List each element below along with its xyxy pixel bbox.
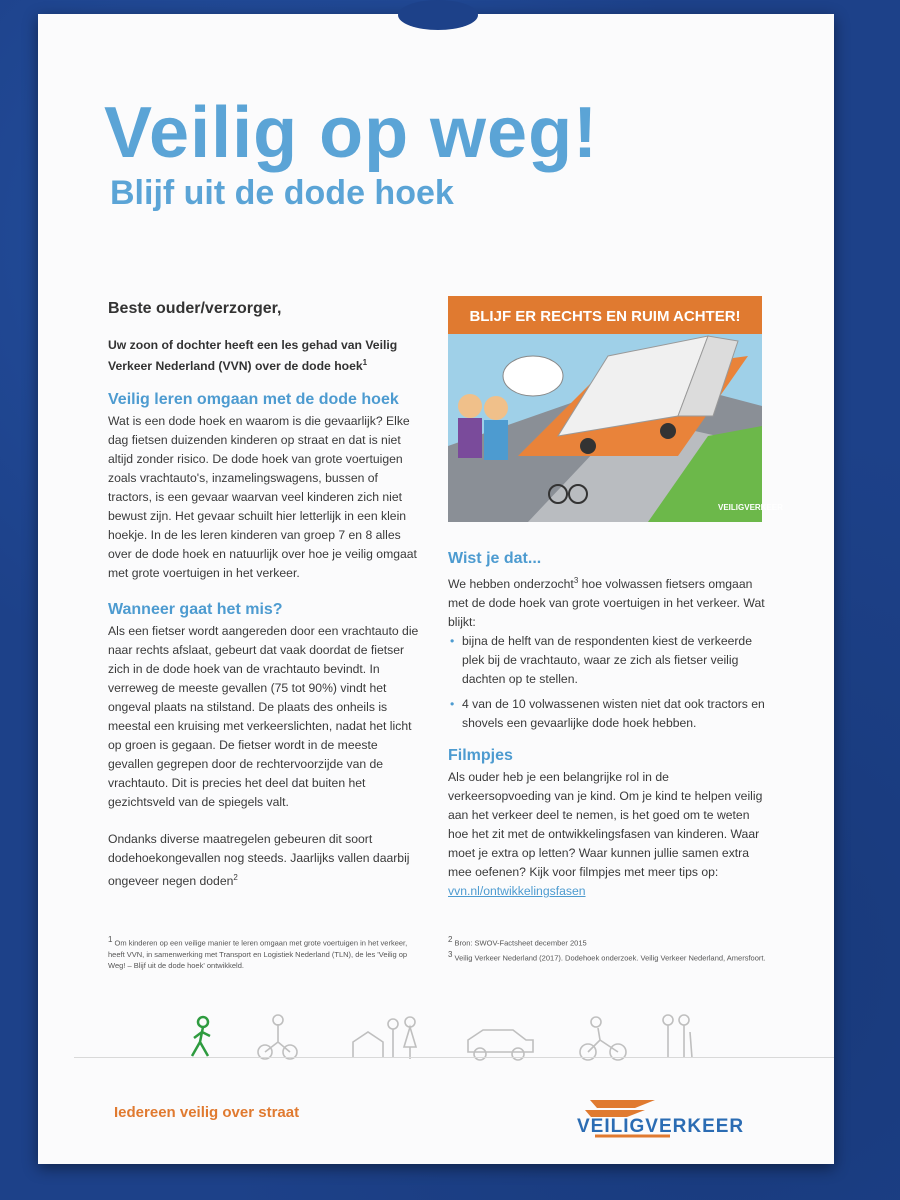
section-heading-wist-je-dat: Wist je dat...: [448, 550, 542, 567]
page-title: Veilig op weg!: [104, 93, 599, 173]
flyer-page: [38, 14, 834, 1164]
section-body-filmpjes: Als ouder heb je een belangrijke rol in de verkeersopvoeding van je kind. Om je kind te helpen veilig aan het verkeer deel te nemen, is het goed om te weten hoe het zit met de ontwikkelingsfasen van kinderen. Waar moet je extra op letten? Waar kunnen jullie samen extra mee oefenen? Kijk voor filmpjes met meer tips op:: [448, 770, 763, 880]
intro-text: Uw zoon of dochter heeft een les gehad van Veilig Verkeer Nederland (VVN) over de dode hoek$^1$: [108, 338, 398, 374]
pedestrian-icon: [192, 1017, 210, 1056]
cyclist-icon: [580, 1017, 626, 1060]
footnote-1: $^1$ Om kinderen op een veilige manier te leren omgaan met grote voertuigen in het verkeer, heeft VVN, in samenwerking met Transport en Logistiek Nederland (TLN), de les 'Veilig op Weg! – Blijf uit de dode hoek' ontwikkeld.: [108, 935, 408, 970]
section-body-veilig-leren: Wat is een dode hoek en waarom is die gevaarlijk? Elke dag fietsen duizenden kinderen op straat en dat is niet altijd zonder risico. De dode hoek van grote voertuigen zoals vrachtauto's, inzamelingswagens, bussen of tractors, is een gevaar waarvan veel kinderen zich niet bewust zijn. Het gevaar schuilt hier letterlijk in een klein hoekje. In de les leren kinderen van groep 7 en 8 alles over de dode hoek en natuurlijk over hoe je veilig omgaat met grote voertuigen in het verkeer.: [108, 414, 417, 581]
section-intro-wist-je-dat: We hebben onderzocht$^3$ hoe volwassen fietsers omgaan met de dode hoek van grote voertuigen in het verkeer. Wat blijkt:: [448, 576, 765, 630]
elderly-couple-icon: [663, 1015, 692, 1058]
footnote-2: $^2$ Bron: SWOV-Factsheet december 2015: [448, 935, 587, 948]
list-item: • 4 van de 10 volwassenen wisten niet dat ook tractors en shovels een gevaarlijke dode hoek hebben.: [462, 695, 768, 733]
section-heading-wanneer: Wanneer gaat het mis?: [108, 601, 283, 619]
section-heading-filmpjes: Filmpjes: [448, 747, 513, 765]
illustration-logo-text: VEILIGVERKEER: [718, 503, 783, 512]
section-body-ondanks: Ondanks diverse maatregelen gebeuren dit soort dodehoekongevallen nog steeds. Jaarlijks vallen daarbij ongeveer negen doden$^2$: [108, 832, 410, 889]
left-column: [108, 299, 423, 909]
section-body-wanneer: Als een fietser wordt aangereden door een vrachtauto die naar rechts afslaat, gebeurt dat vaak doordat de fietser zich in de dode hoek van de vrachtauto bevindt. In verreweg de meeste gevallen (75 tot 90%) vindt het ongeval plaats na stilstand. De plaats des onheils is meestal een kruising met verkeerslichten, nadat het licht op groen is gegaan. De fietser wordt in de meeste gevallen gegrepen door de rechtervoorzijde van de vrachtauto. Dit is precies het deel dat buiten het gezichtsveld van de spiegels valt.: [108, 624, 419, 810]
footer-slogan: Iedereen veilig over straat: [114, 1104, 300, 1121]
logo-text: VEILIGVERKEER: [577, 1116, 745, 1137]
truck-illustration: [448, 296, 783, 522]
findings-list: [448, 632, 768, 733]
footnote-3: $^3$ Veilig Verkeer Nederland (2017). Dodehoek onderzoek. Veilig Verkeer Nederland, Amersfoort.: [448, 949, 766, 962]
illustration-banner: BLIJF ER RECHTS EN RUIM ACHTER!: [469, 308, 741, 325]
list-item: • bijna de helft van de respondenten kiest de verkeerde plek bij de vrachtauto, waar ze zich als fietser veilig dachten op te stellen.: [462, 632, 768, 689]
veilig-verkeer-logo: [575, 1086, 785, 1144]
footnotes-right: [448, 934, 768, 963]
right-column: [448, 550, 768, 901]
page-subtitle: Blijf uit de dode hoek: [110, 174, 454, 212]
section-heading-veilig-leren: Veilig leren omgaan met de dode hoek: [108, 391, 399, 409]
car-icon: [468, 1030, 533, 1060]
road-line: [74, 1057, 834, 1058]
greeting: Beste ouder/verzorger,: [108, 300, 282, 317]
ontwikkelingsfasen-link[interactable]: vvn.nl/ontwikkelingsfasen: [448, 884, 586, 899]
family-icon: [353, 1017, 416, 1059]
scooter-icon: [258, 1015, 297, 1059]
